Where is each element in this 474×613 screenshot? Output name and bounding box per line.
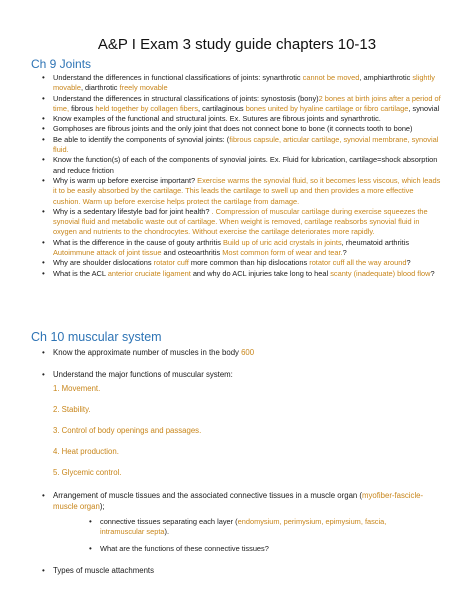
function-item: 4. Heat production. — [53, 447, 119, 456]
chapter-9-list — [0, 73, 474, 279]
muscle-functions-list — [0, 383, 474, 478]
chapter-10-list-continued — [0, 490, 474, 576]
list-item: • Types of muscle attachments — [0, 565, 474, 576]
list-item: • Gomphoses are fibrous joints and the only joint that does not connect bone to bone (it connects tooth to bone) — [0, 124, 474, 134]
list-item: • Know examples of the functional and structural joints. Ex. Sutures are fibrous joints and synarthrotic. — [0, 114, 474, 124]
list-item: • Why is warm up before exercise important? Exercise warms the synovial fluid, so it becomes less viscous, which leads it to be easily absorbed by the cartilage. This leads the cartilage to swell up and then provides a more effective cushion. Warm up before exercise helps protect the cartilage from damage. — [0, 176, 474, 207]
list-item: • Understand the differences in structural classifications of joints: synostosis (bony)2 bones at birth joins after a period of time, fibrous held together by collagen fibers, cartilaginous bones united by hyaline cartilage or fibro cartilage, synovial — [0, 94, 474, 115]
list-item: • What is the ACL anterior cruciate ligament and why do ACL injuries take long to heal scanty (inadequate) blood flow? — [0, 269, 474, 279]
sub-list-item: • What are the functions of these connective tissues? — [53, 544, 441, 554]
function-item: 5. Glycemic control. — [53, 468, 122, 477]
list-item: • Know the approximate number of muscles in the body 600 — [0, 347, 474, 358]
list-item: • Understand the major functions of muscular system: — [0, 369, 474, 380]
document-title: A&P I Exam 3 study guide chapters 10-13 — [97, 36, 377, 53]
function-item: 1. Movement. — [53, 384, 101, 393]
list-item: • Why are shoulder dislocations rotator cuff more common than hip dislocations rotator cuff all the way around? — [0, 258, 474, 268]
list-item: • What is the difference in the cause of gouty arthritis Build up of uric acid crystals in joints, rheumatoid arthritis Autoimmune attack of joint tissue and osteoarthritis Most common form of wear and tear.? — [0, 238, 474, 259]
list-item: • Understand the differences in functional classifications of joints: synarthrotic cannot be moved, amphiarthrotic slightly movable, diarthrotic freely movable — [0, 73, 474, 94]
function-item: 2. Stability. — [53, 405, 91, 414]
chapter-10-heading: Ch 10 muscular system — [31, 330, 162, 344]
list-item: • Why is a sedentary lifestyle bad for joint health? . Compression of muscular cartilage during exercise squeezes the synovial fluid and metabolic waste out of cartilage. When weight is removed, cartilage reabsorbs synovial fluid in oxygen and nutrients to the chondrocytes. Without exercise the cartilage deteriorates more rapidly. — [0, 207, 474, 238]
function-item: 3. Control of body openings and passages. — [53, 426, 202, 435]
chapter-9-heading: Ch 9 Joints — [31, 57, 92, 71]
list-item: • Be able to identify the components of synovial joints: (fibrous capsule, articular cartilage, synovial membrane, synovial fluid. — [0, 135, 474, 156]
list-item: • Arrangement of muscle tissues and the associated connective tissues in a muscle organ (myofiber-fascicle-muscle organ); • connective tissues separating each layer (endomysium, perimysium, epimysium, fascia, intramuscular septa). • What are the functions of these connective tissues? — [0, 490, 474, 554]
sub-list-item: • connective tissues separating each layer (endomysium, perimysium, epimysium, fascia, intramuscular septa). — [53, 517, 441, 538]
list-item: • Know the function(s) of each of the components of synovial joints. Ex. Fluid for lubrication, cartilage=shock absorption and reduce friction — [0, 155, 474, 176]
sub-list — [53, 517, 441, 554]
